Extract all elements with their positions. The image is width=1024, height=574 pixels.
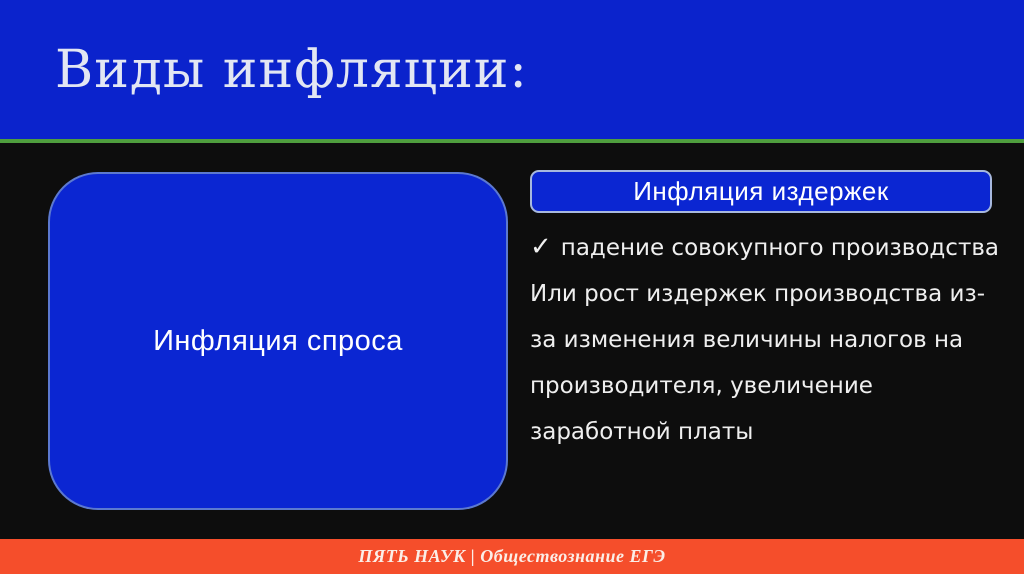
demand-inflation-card	[48, 172, 508, 510]
body-line	[530, 224, 999, 271]
footer-brand-text: ПЯТЬ НАУК | Обществознание ЕГЭ	[358, 546, 666, 566]
cost-body-text	[530, 224, 999, 455]
page-title: Виды инфляции:	[55, 40, 528, 100]
demand-card-label: Инфляция спроса	[153, 324, 403, 357]
checkmark-icon: ✓	[530, 232, 552, 262]
body-line: за изменения величины налогов на	[530, 327, 964, 353]
cost-inflation-panel	[530, 170, 999, 455]
cost-header-label: Инфляция издержек	[633, 176, 889, 206]
body-line-text: падение совокупного производства	[560, 235, 999, 261]
body-line: Или рост издержек производства из-	[530, 281, 985, 307]
body-line: заработной платы	[530, 419, 754, 445]
cost-header-box	[530, 170, 992, 213]
title-band	[0, 0, 1024, 139]
divider-line	[0, 139, 1024, 143]
footer-bar	[0, 539, 1024, 574]
body-line: производителя, увеличение	[530, 373, 873, 399]
